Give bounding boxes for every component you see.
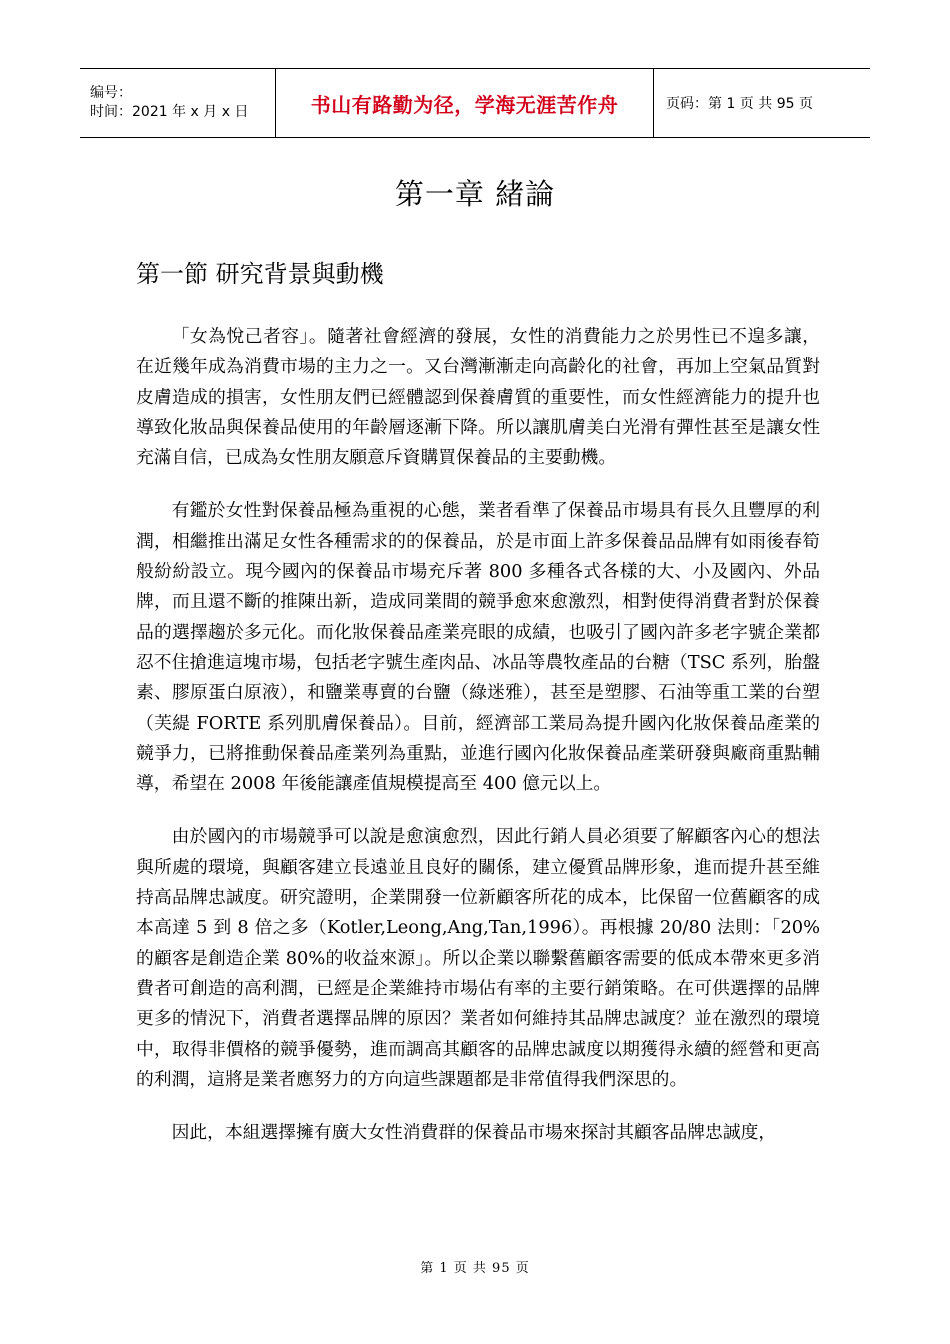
header-page-info: 页码：第 1 页 共 95 页 [666, 96, 813, 112]
document-date: 时间：2021 年 x 月 x 日 [90, 104, 249, 120]
document-body [136, 322, 820, 1171]
page-footer: 第 1 页 共 95 页 [420, 1261, 530, 1276]
document-number-label: 编号： [90, 85, 132, 101]
paragraph: 有鑑於女性對保養品極為重視的心態，業者看準了保養品市場具有長久且豐厚的利潤，相繼推出滿足女性各種需求的的保養品，於是市面上許多保養品品牌有如雨後春筍般紛紛設立。現今國內的保養品市場充斥著 800 多種各式各樣的大、小及國內、外品牌，而且還不斷的推陳出新，造成同業間的競爭愈來愈激烈，相對使得消費者對於保養品的選擇趨於多元化。而化妝保養品產業亮眼的成績，也吸引了國內許多老字號企業都忍不住搶進這塊市場，包括老字號生產肉品、冰品等農牧產品的台糖（TSC 系列，胎盤素、膠原蛋白原液），和鹽業專賣的台鹽（綠迷雅），甚至是塑膠、石油等重工業的台塑（芙緹 FORTE 系列肌膚保養品）。目前，經濟部工業局為提升國內化妝保養品產業的競爭力，已將推動保養品產業列為重點，並進行國內化妝保養品產業研發與廠商重點輔導，希望在 2008 年後能讓產值規模提高至 400 億元以上。 [136, 500, 820, 795]
page-header [80, 68, 870, 138]
paragraph: 「女為悅己者容」。隨著社會經濟的發展，女性的消費能力之於男性已不遑多讓，在近幾年成為消費市場的主力之一。又台灣漸漸走向高齡化的社會，再加上空氣品質對皮膚造成的損害，女性朋友們已經體認到保養膚質的重要性，而女性經濟能力的提升也導致化妝品與保養品使用的年齡層逐漸下降。所以讓肌膚美白光滑有彈性甚至是讓女性充滿自信，已成為女性朋友願意斥資購買保養品的主要動機。 [136, 326, 820, 469]
chapter-title: 第一章 緒論 [394, 177, 556, 211]
paragraph: 由於國內的市場競爭可以說是愈演愈烈，因此行銷人員必須要了解顧客內心的想法與所處的環境，與顧客建立長遠並且良好的關係，建立優質品牌形象，進而提升甚至維持高品牌忠誠度。研究證明，企業開發一位新顧客所花的成本，比保留一位舊顧客的成本高達 5 到 8 倍之多（Kotler,Leong,Ang,Tan,1996）。再根據 20/80 法則：「20%的顧客是創造企業 80%的收益來源」。所以企業以聯繫舊顧客需要的低成本帶來更多消費者可創造的高利潤，已經是企業維持市場佔有率的主要行銷策略。在可供選擇的品牌更多的情況下，消費者選擇品牌的原因？業者如何維持其品牌忠誠度？並在激烈的環境中，取得非價格的競爭優勢，進而調高其顧客的品牌忠誠度以期獲得永續的經營和更高的利潤，這將是業者應努力的方向這些課題都是非常值得我們深思的。 [136, 826, 820, 1090]
header-motto-cell [276, 69, 654, 137]
header-meta [80, 69, 276, 137]
paragraph: 因此，本組選擇擁有廣大女性消費群的保養品市場來探討其顧客品牌忠誠度， [171, 1122, 777, 1144]
header-page-info-cell [654, 69, 870, 137]
header-motto: 书山有路勤为径，学海无涯苦作舟 [310, 92, 619, 117]
section-title: 第一節 研究背景與動機 [136, 260, 384, 288]
